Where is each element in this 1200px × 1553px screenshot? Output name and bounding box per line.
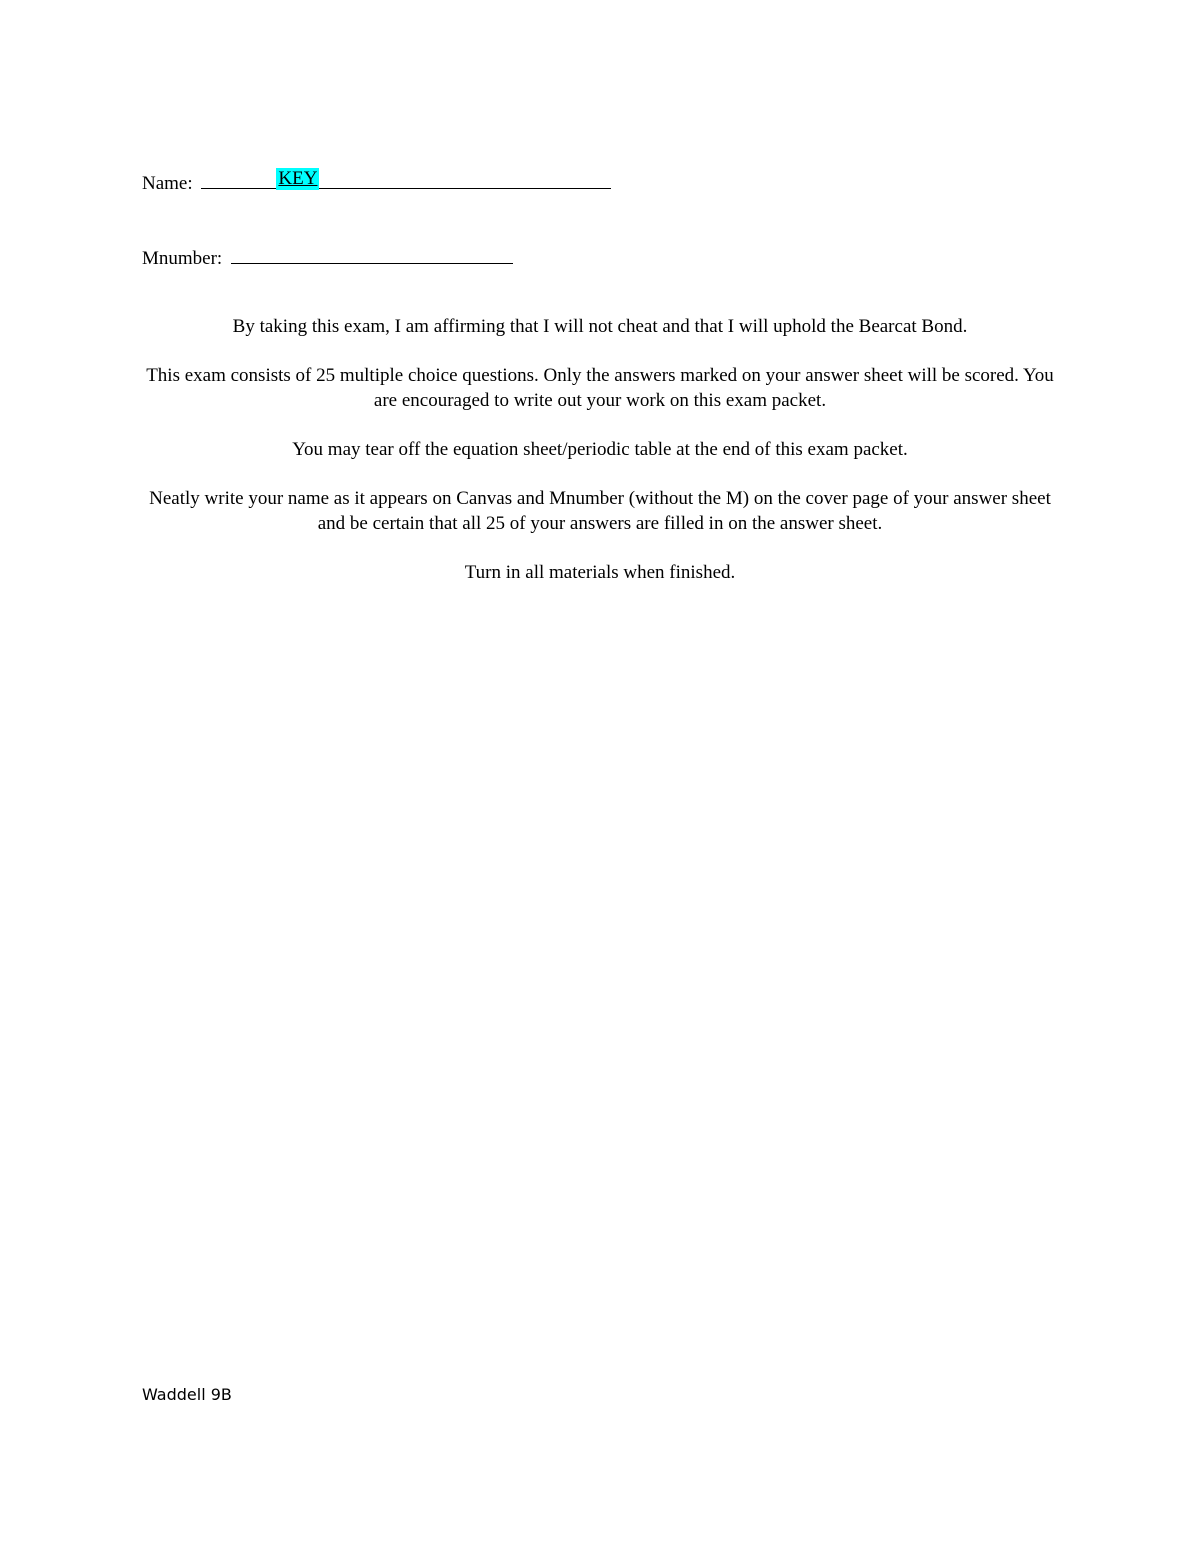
instruction-paragraph: This exam consists of 25 multiple choice questions. Only the answers marked on your answer sheet will be scored. You are encouraged to write out your work on this exam packet. [146, 365, 1054, 411]
instruction-paragraph: You may tear off the equation sheet/periodic table at the end of this exam packet. [292, 439, 908, 460]
mnumber-blank-line [231, 243, 513, 264]
name-label: Name: [142, 173, 193, 194]
instruction-paragraph: Turn in all materials when finished. [464, 562, 736, 583]
name-blank-line [201, 168, 611, 189]
page-footer: Waddell 9B [142, 1385, 232, 1404]
exam-instructions [142, 314, 1058, 609]
mnumber-label: Mnumber: [142, 248, 223, 269]
instruction-paragraph: Neatly write your name as it appears on Canvas and Mnumber (without the M) on the cover page of your answer sheet and be certain that all 25 of your answers are filled in on the answer sheet. [149, 488, 1051, 534]
name-value: KEY [278, 168, 318, 189]
name-field-row [142, 168, 611, 196]
instruction-paragraph: By taking this exam, I am affirming that I will not cheat and that I will uphold the Bearcat Bond. [232, 316, 968, 337]
mnumber-field-row [142, 243, 513, 271]
